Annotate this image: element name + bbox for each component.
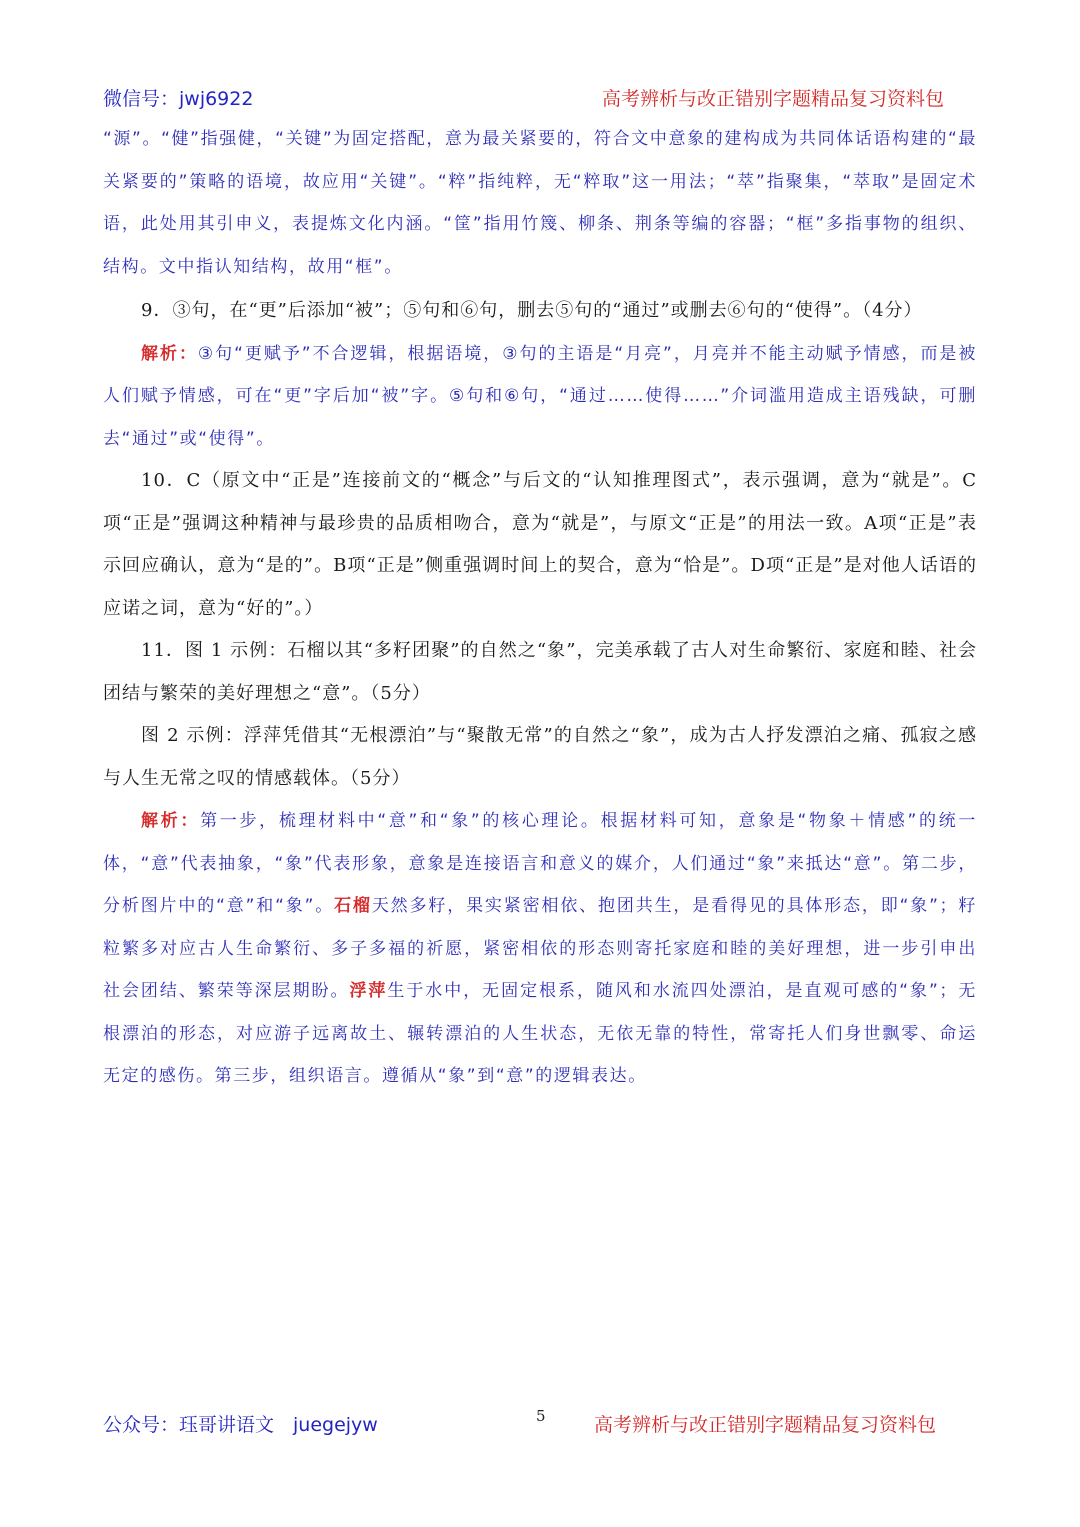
answer-11-figure-1: 11．图 1 示例：石榴以其“多籽团聚”的自然之“象”，完美承载了古人对生命繁衍、家庭和睦、社会团结与繁荣的美好理想之“意”。（5分）: [103, 640, 977, 704]
analysis-11-text-2: 天然多籽，果实紧密相依、抱团共生，是看得见的具体形态，即“象”；籽粒繁多对应古人生命繁衍、多子多福的祈愿，紧密相依的形态则寄托家庭和睦的美好理想，进一步引申出社会团结、繁荣等深层期盼。: [103, 896, 977, 1001]
footer-title: 高考辨析与改正错别字题精品复习资料包: [594, 1414, 937, 1436]
page-content: [103, 118, 977, 1098]
answer-11-figure-2: 图 2 示例：浮萍凭借其“无根漂泊”与“聚散无常”的自然之“象”，成为古人抒发漂泊之痛、孤寂之感与人生无常之叹的情感载体。（5分）: [103, 725, 977, 789]
analysis-9-text: ③句“更赋予”不合逻辑，根据语境，③句的主语是“月亮”，月亮并不能主动赋予情感，而是被人们赋予情感，可在“更”字后加“被”字。⑤句和⑥句，“通过……使得……”介词滥用造成主语残缺，可删去“通过”或“使得”。: [103, 343, 977, 449]
header-title: 高考辨析与改正错别字题精品复习资料包: [602, 88, 945, 110]
footer-official-account: 公众号：珏哥讲语文 juegejyw: [103, 1414, 378, 1436]
explanation-paragraph-8: “源”。“健”指强健，“关键”为固定搭配，意为最关紧要的，符合文中意象的建构成为共同体话语构建的“最关紧要的”策略的语境，故应用“关键”。“粹”指纯粹，无“粹取”这一用法；“萃”指聚集，“萃取”是固定术语，此处用其引申义，表提炼文化内涵。“筐”指用竹篾、柳条、荆条等编的容器；“框”多指事物的组织、结构。文中指认知结构，故用“框”。: [103, 129, 977, 277]
analysis-9: [103, 333, 977, 461]
header-wechat-id: 微信号：jwj6922: [103, 88, 254, 110]
analysis-label: 解析：: [141, 811, 201, 831]
keyword-duckweed: 浮萍: [349, 981, 388, 1001]
analysis-label: 解析：: [141, 343, 198, 364]
analysis-11: [103, 800, 977, 1098]
analysis-11-text-1: 第一步，梳理材料中“意”和“象”的核心理论。根据材料可知，意象是“物象＋情感”的统一体，“意”代表抽象，“象”代表形象，意象是连接语言和意义的媒介，人们通过“象”来抵达“意”。第二步，分析图片中的“意”和“象”。: [103, 811, 977, 916]
analysis-11-text-3: 生于水中，无固定根系，随风和水流四处漂泊，是直观可感的“象”；无根漂泊的形态，对应游子远离故土、辗转漂泊的人生状态，无依无靠的特性，常寄托人们身世飘零、命运无定的感伤。第三步，组织语言。遵循从“象”到“意”的逻辑表达。: [103, 981, 977, 1086]
page-number: 5: [536, 1407, 546, 1425]
answer-9: 9．③句，在“更”后添加“被”；⑤句和⑥句，删去⑤句的“通过”或删去⑥句的“使得”。（4分）: [141, 300, 923, 321]
keyword-pomegranate: 石榴: [334, 896, 372, 916]
answer-10: 10．C（原文中“正是”连接前文的“概念”与后文的“认知推理图式”，表示强调，意为“就是”。C项“正是”强调这种精神与最珍贵的品质相吻合，意为“就是”，与原文“正是”的用法一致。A项“正是”表示回应确认，意为“是的”。B项“正是”侧重强调时间上的契合，意为“恰是”。D项“正是”是对他人话语的应诺之词，意为“好的”。）: [103, 470, 977, 619]
